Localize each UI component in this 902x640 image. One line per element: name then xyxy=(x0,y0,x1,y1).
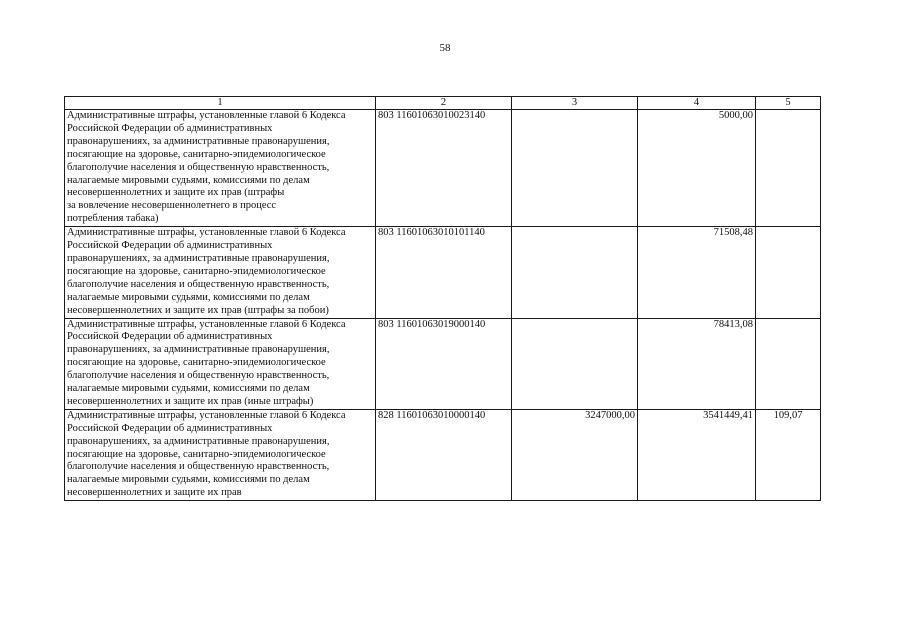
page-number: 58 xyxy=(439,42,451,54)
row-percent xyxy=(756,318,821,409)
row-actual-amount: 71508,48 xyxy=(638,227,756,318)
row-description: Административные штрафы, установленные главой 6 Кодекса Российской Федерации об административных правонарушениях, за административные правонарушения, посягающие на здоровье, санитарно-эпидемиологическое благополучие населения и общественную нравственность, налагаемые мировыми судьями, комиссиями по делам несовершеннолетних и защите их прав (штрафы за вовлечение несовершеннолетнего в процесс потребления табака) xyxy=(65,110,376,227)
row-budget-code: 803 11601063019000140 xyxy=(376,318,512,409)
table-row xyxy=(65,318,821,409)
row-percent: 109,07 xyxy=(756,409,821,500)
row-description: Административные штрафы, установленные главой 6 Кодекса Российской Федерации об административных правонарушениях, за административные правонарушения, посягающие на здоровье, санитарно-эпидемиологическое благополучие населения и общественную нравственность, налагаемые мировыми судьями, комиссиями по делам несовершеннолетних и защите их прав xyxy=(65,409,376,500)
column-header-1: 1 xyxy=(65,97,376,110)
row-budget-code: 803 11601063010101140 xyxy=(376,227,512,318)
table-row xyxy=(65,110,821,227)
row-description: Административные штрафы, установленные главой 6 Кодекса Российской Федерации об административных правонарушениях, за административные правонарушения, посягающие на здоровье, санитарно-эпидемиологическое благополучие населения и общественную нравственность, налагаемые мировыми судьями, комиссиями по делам несовершеннолетних и защите их прав (иные штрафы) xyxy=(65,318,376,409)
row-percent xyxy=(756,110,821,227)
column-header-5: 5 xyxy=(756,97,821,110)
column-header-3: 3 xyxy=(512,97,638,110)
table-row xyxy=(65,227,821,318)
row-percent xyxy=(756,227,821,318)
row-actual-amount: 5000,00 xyxy=(638,110,756,227)
table-header-row xyxy=(65,97,821,110)
row-actual-amount: 78413,08 xyxy=(638,318,756,409)
row-actual-amount: 3541449,41 xyxy=(638,409,756,500)
row-planned-amount xyxy=(512,227,638,318)
table-row xyxy=(65,409,821,500)
row-description: Административные штрафы, установленные главой 6 Кодекса Российской Федерации об административных правонарушениях, за административные правонарушения, посягающие на здоровье, санитарно-эпидемиологическое благополучие населения и общественную нравственность, налагаемые мировыми судьями, комиссиями по делам несовершеннолетних и защите их прав (штрафы за побои) xyxy=(65,227,376,318)
column-header-2: 2 xyxy=(376,97,512,110)
row-budget-code: 803 11601063010023140 xyxy=(376,110,512,227)
row-budget-code: 828 11601063010000140 xyxy=(376,409,512,500)
row-planned-amount: 3247000,00 xyxy=(512,409,638,500)
row-planned-amount xyxy=(512,318,638,409)
row-planned-amount xyxy=(512,110,638,227)
column-header-4: 4 xyxy=(638,97,756,110)
revenue-table xyxy=(64,96,821,501)
